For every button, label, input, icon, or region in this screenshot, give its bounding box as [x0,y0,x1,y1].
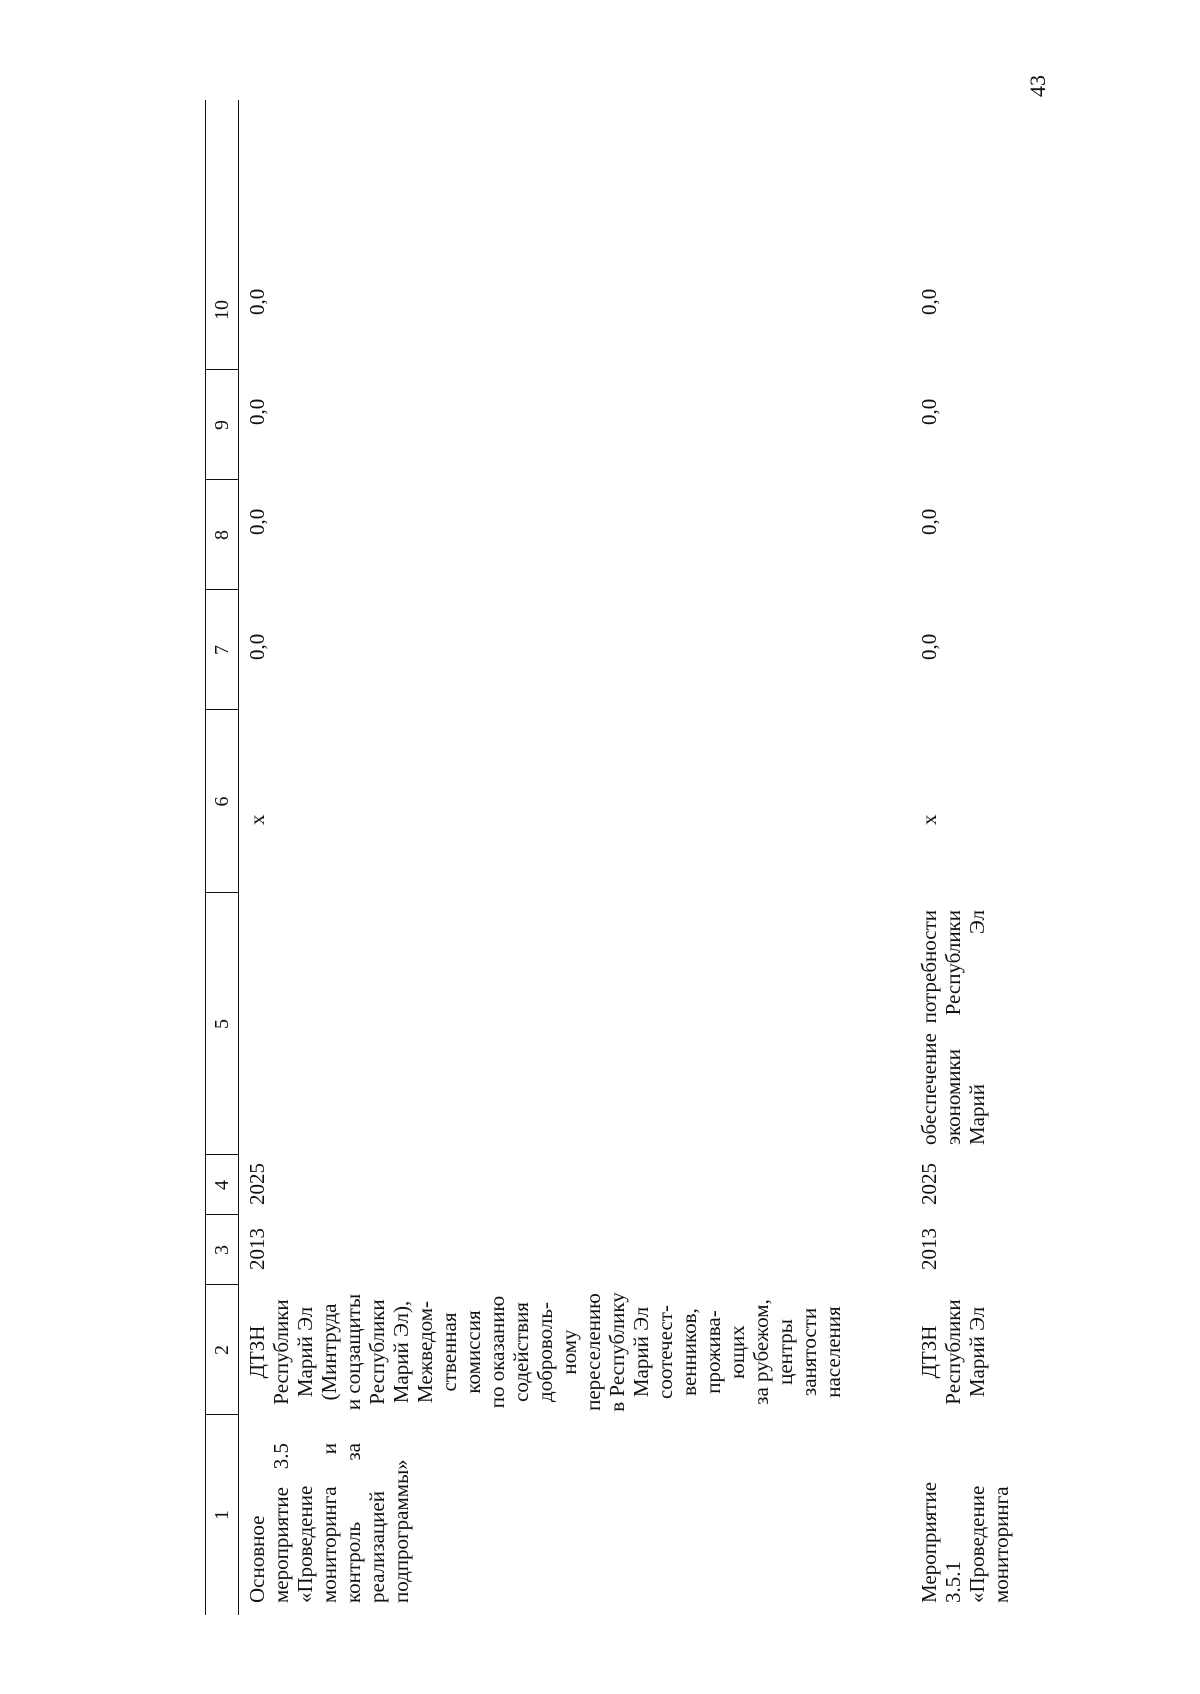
header-cell-10: 10 [211,300,233,320]
cell-end-year: 2025 [917,1163,941,1205]
cell-col6: x [917,814,941,825]
header-cell-1: 1 [206,1414,238,1615]
cell-executor: ДТЗН Республики Марий Эл (Минтруда и соцзащиты Республики Марий Эл), Межведом- ственная комиссия по оказанию содействия доброволь- ному переселению в Республику Марий Эл соотечест- венников, прожива- ющих за рубежом, центры занятости населения [245,1292,845,1412]
table [205,100,1045,1615]
table-row [917,100,1037,1615]
cell-col9: 0,0 [917,398,941,425]
header-cell-6: 6 [206,709,238,893]
header-cell-3: 3 [206,1214,238,1285]
cell-col6: x [245,814,269,825]
header-cell-4: 4 [206,1154,238,1215]
header-cell-2: 2 [206,1284,238,1415]
cell-col9: 0,0 [245,398,269,425]
header-cell-8: 8 [206,479,238,590]
cell-name: Мероприятие 3.5.1 «Проведение мониторинга [917,1481,1013,1603]
cell-col8: 0,0 [245,508,269,535]
cell-start-year: 2013 [245,1228,269,1270]
cell-end-year: 2025 [245,1163,269,1205]
cell-col7: 0,0 [917,633,941,660]
cell-result: обеспечение потребности экономики Республики Марий Эл [917,910,989,1145]
cell-col7: 0,0 [245,633,269,660]
cell-executor: ДТЗН Республики Марий Эл [917,1299,989,1405]
cell-col10: 0,0 [245,288,269,315]
cell-col10: 0,0 [917,288,941,315]
table-header-row [205,100,239,1615]
header-cell-5: 5 [206,892,238,1155]
cell-col8: 0,0 [917,508,941,535]
page-number: 43 [1025,75,1050,97]
header-cell-9: 9 [206,369,238,480]
table-row [245,100,895,1615]
cell-name: Основное мероприятие 3.5 «Проведение мониторинга и контроль за реализацией подпрограммы» [245,1443,413,1603]
cell-start-year: 2013 [917,1228,941,1270]
header-cell-7: 7 [206,589,238,710]
